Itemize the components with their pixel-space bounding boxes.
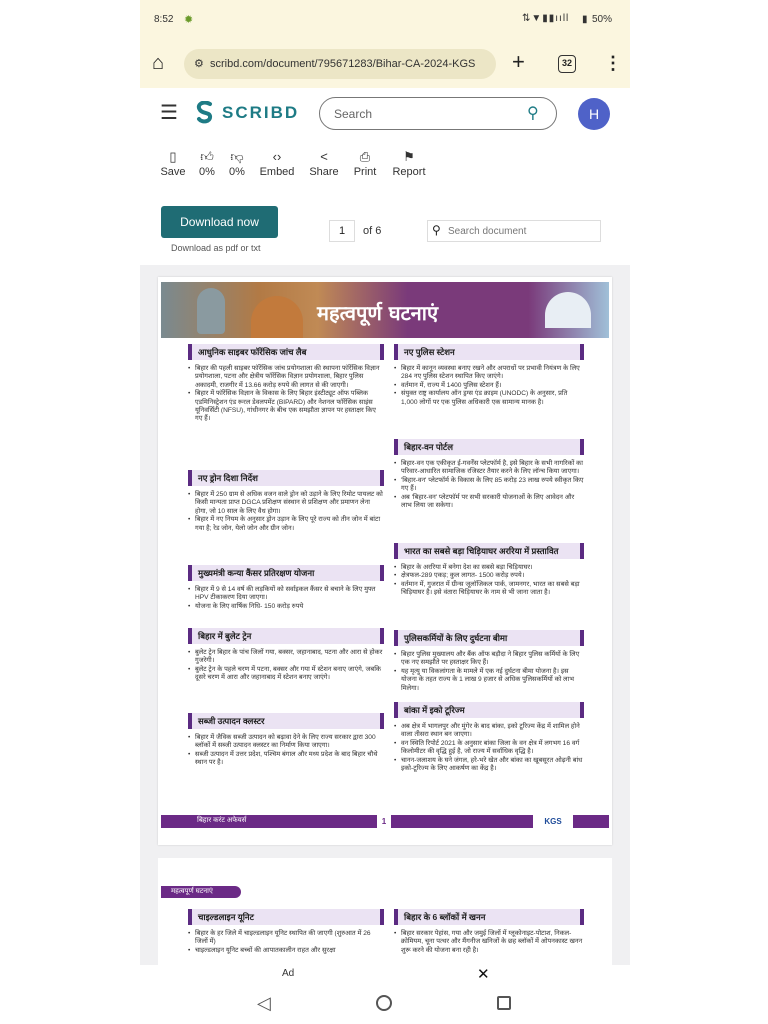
section-body: • बिहार के अररिया में बनेगा देश का सबसे बड़ा चिड़ियाघर। • क्षेत्रफल-289 एकड़; कुल लागत- 1500 करोड़ रुपये। • वर्तमान में, गुजरात में ग्रीन्स जूलॉजिकल पार्क, जामनगर, भारत का सबसे बड़ा चिड़ियाघर है। इसे वंतारा चिड़ियाघर के नाम से भी जाना जाता है।: [394, 564, 584, 598]
section-heading: बिहार-वन पोर्टल: [394, 439, 584, 455]
document-viewer[interactable]: [140, 265, 630, 985]
hamburger-menu-icon[interactable]: ☰: [160, 102, 178, 124]
ad-banner[interactable]: [140, 965, 630, 985]
section-body: • बिहार-वन एक एकीकृत ई-गवर्नेंस प्लेटफॉर्म है, इसे बिहार के सभी नागरिकों का परिवार-आधारित सामाजिक रजिस्टर तैयार करने के लिए लॉन्च किया जाएगा। • 'बिहार-वन' प्लेटफॉर्म के विकास के लिए 85 करोड़ 23 लाख रुपये स्वीकृत किए गए हैं। • अब 'बिहार-वन' प्लेटफॉर्म पर सभी सरकारी योजनाओं के लिए आवेदन और लाभ लिया जा सकेगा।: [394, 460, 584, 510]
page-banner: [161, 282, 609, 338]
peace-pagoda-image: [545, 292, 591, 328]
scribd-logo[interactable]: SCRIBD: [222, 103, 300, 122]
status-bar: [140, 0, 630, 40]
report-button[interactable]: ⚑ Report: [387, 148, 431, 178]
buddha-statue-image: [197, 288, 225, 334]
page-count: of 6: [363, 225, 382, 237]
document-actions: [140, 140, 630, 265]
recents-icon[interactable]: [497, 996, 511, 1010]
section-heading: नए पुलिस स्टेशन: [394, 344, 584, 360]
section-heading: पुलिसकर्मियों के लिए दुर्घटना बीमा: [394, 630, 584, 646]
url-text: scribd.com/document/795671283/Bihar-CA-2024-KGS: [210, 58, 476, 70]
print-icon: ⎙: [359, 149, 371, 164]
section-body: • बिहार में 250 ग्राम से अधिक वजन वाले ड्रोन को उड़ाने के लिए रिमोट पायलट को किसी मान्यता प्राप्त DGCA प्रशिक्षण संस्थान से प्रशिक्षण और प्रमाणन लेना होगा, जो 10 साल के लिए वैध होगा। • बिहार में नए नियम के अनुसार ड्रोन उड़ान के लिए पूरे राज्य को तीन जोन में बांटा गया है; रेड जोन, येलो जोन और ग्रीन जोन।: [188, 491, 384, 533]
code-icon: ‹›: [272, 149, 282, 164]
like-button[interactable]: 👍︎ 0%: [185, 148, 229, 178]
section-body: • बिहार सरकार पेहांस, गया और जमुई जिलों में ग्लूकोनाइट-पोटाश, निकल-क्रोमियम, चूना पत्थर और मैंगनीज खनिजों के छह ब्लॉकों में ओपनकास्ट खनन शुरू करने की योजना बना रही है।: [394, 930, 584, 955]
section-heading: भारत का सबसे बड़ा चिड़ियाघर अररिया में प्रस्तावित: [394, 543, 584, 559]
section-heading: बांका में इको टूरिज्म: [394, 702, 584, 718]
save-button[interactable]: ▯ Save: [151, 148, 195, 178]
status-time: 8:52: [154, 14, 174, 25]
dislike-button[interactable]: 👎︎ 0%: [215, 148, 259, 178]
user-avatar[interactable]: H: [578, 98, 610, 130]
footer-title: बिहार करंट अफेयर्स: [197, 817, 247, 824]
document-search-input[interactable]: Search document: [448, 226, 527, 237]
scribd-header: [140, 88, 630, 140]
more-menu-icon[interactable]: ⋮: [604, 53, 622, 73]
site-search-input[interactable]: Search: [334, 107, 373, 121]
embed-button[interactable]: ‹› Embed: [255, 148, 299, 178]
flag-icon: ⚑: [403, 149, 415, 164]
section-heading: सब्जी उत्पादन क्लस्टर: [188, 713, 384, 729]
ad-label: Ad: [282, 968, 295, 979]
section-heading: बिहार के 6 ब्लॉकों में खनन: [394, 909, 584, 925]
battery-icon: ▮: [582, 14, 588, 25]
page-number: 1: [377, 815, 391, 828]
share-icon: <: [320, 149, 328, 164]
section-body: • बिहार में जैविक सब्जी उत्पादन को बढ़ावा देने के लिए राज्य सरकार द्वारा 300 ब्लॉकों में सब्जी उत्पादन क्लस्टर का निर्माण किया जाएगा। • सब्जी उत्पादन में उत्तर प्रदेश, पश्चिम बंगाल और मध्य प्रदेश के बाद बिहार चौथे स्थान पर है।: [188, 734, 384, 768]
phone-screen: [140, 0, 630, 985]
search-icon: ⚲: [432, 223, 441, 237]
kgs-logo: KGS: [533, 815, 573, 828]
home-button-icon[interactable]: [376, 995, 392, 1011]
document-page-1: [158, 277, 612, 845]
section-body: • बुलेट ट्रेन बिहार के पांच जिलों गया, बक्सर, जहानाबाद, पटना और आरा से होकर गुजरेगी। • बुलेट ट्रेन के पहले चरण में पटना, बक्सर और गया में स्टेशन बनाए जाएंगे, जबकि दूसरे चरण में आरा और जहानाबाद में स्टेशन बनाए जाएंगे।: [188, 649, 384, 683]
system-nav-bar: [0, 985, 768, 1024]
close-icon[interactable]: ✕: [477, 966, 490, 983]
section-body: • बिहार की पहली साइबर फॉरेंसिक जांच प्रयोगशाला की स्थापना फॉरेंसिक विज्ञान प्रयोगशाला, पटना और क्षेत्रीय फॉरेंसिक विज्ञान प्रयोगशाला, बिहार पुलिस अकादमी, राजगीर में 13.66 करोड़ रुपये की लागत से की जाएगी। • बिहार में फॉरेंसिक विज्ञान के विकास के लिए बिहार इंस्टीट्यूट ऑफ पब्लिक एडमिनिस्ट्रेशन एंड रूरल डेवलपमेंट (BIPARD) और नेशनल फॉरेंसिक साइंस यूनिवर्सिटी (NFSU), गांधीनगर के बीच एक समझौता ज्ञापन पर हस्ताक्षर किए गए हैं।: [188, 365, 384, 424]
section-body: • बिहार पुलिस मुख्यालय और बैंक ऑफ बड़ौदा ने बिहार पुलिस कर्मियों के लिए एक नए समझौते पर हस्ताक्षर किए हैं। • यह मृत्यु या विकलांगता के मामले में एक नई दुर्घटना बीमा योजना है। इस योजना के तहत राज्य के 1 लाख 9 हजार से अधिक पुलिसकर्मियों को लाभ मिलेगा।: [394, 651, 584, 693]
browser-toolbar: [140, 40, 630, 88]
section-heading: नए ड्रोन दिशा निर्देश: [188, 470, 384, 486]
bookmark-icon: ▯: [169, 149, 177, 164]
address-bar[interactable]: [184, 49, 496, 79]
thumbs-down-icon: 👎︎: [230, 149, 244, 164]
section-heading: चाइल्डलाइन यूनिट: [188, 909, 384, 925]
notification-icon: ✹: [184, 14, 194, 26]
battery-level: 50%: [592, 14, 613, 25]
scribd-logo-icon: [194, 101, 216, 125]
section-body: • बिहार के हर जिले में चाइल्डलाइन यूनिट स्थापित की जाएगी (शुरुआत में 26 जिलों में) • चाइल्डलाइन यूनिट बच्चों की आपातकालीन राहत और सुरक्षा: [188, 930, 384, 955]
section-heading: आधुनिक साइबर फॉरेंसिक जांच लैब: [188, 344, 384, 360]
section-heading: बिहार में बुलेट ट्रेन: [188, 628, 384, 644]
back-icon[interactable]: ◁: [257, 993, 271, 1013]
download-subtitle: Download as pdf or txt: [171, 243, 261, 253]
tab-count-button[interactable]: 32: [558, 55, 576, 73]
download-button[interactable]: Download now: [161, 206, 278, 238]
page-footer: [161, 815, 609, 828]
print-button[interactable]: ⎙ Print: [343, 148, 387, 178]
stupa-image: [251, 296, 303, 338]
share-button[interactable]: < Share: [302, 148, 346, 178]
section-body: • बिहार में 9 से 14 वर्ष की लड़कियों को सर्वाइकल कैंसर से बचाने के लिए मुफ्त HPV टीकाकरण दिया जाएगा। • योजना के लिए वार्षिक निधि- 150 करोड़ रुपये: [188, 586, 384, 611]
signal-icon: ⇅▼▮▮ııll: [522, 13, 570, 24]
home-icon[interactable]: ⌂: [152, 52, 165, 74]
new-tab-icon[interactable]: +: [512, 49, 525, 74]
site-settings-icon[interactable]: ⚙: [194, 58, 204, 70]
page-tag: महत्वपूर्ण घटनाएं: [161, 886, 241, 898]
section-body: • बिहार में कानून व्यवस्था बनाए रखने और अपराधों पर प्रभावी नियंत्रण के लिए 284 नए पुलिस स्टेशन स्थापित किए जाएंगे। • वर्तमान में, राज्य में 1400 पुलिस स्टेशन हैं। • संयुक्त राष्ट्र कार्यालय ऑन ड्रग्स एंड क्राइम (UNODC) के अनुसार, प्रति 1,000 लोगों पर एक पुलिस अधिकारी एक सामान्य मानक है।: [394, 365, 584, 407]
site-search-box[interactable]: [319, 97, 557, 130]
page-number-input[interactable]: 1: [329, 220, 355, 242]
banner-title: महत्वपूर्ण घटनाएं: [317, 301, 439, 325]
section-body: • अब क्षेत्र में भागलपुर और मुंगेर के बाद बांका, इको टूरिज्म केंद्र में शामिल होने वाला तीसरा स्थान बन जाएगा। • वन स्थिति रिपोर्ट 2021 के अनुसार बांका जिला के वन क्षेत्र में लगभग 16 वर्ग किलोमीटर की वृद्धि हुई है, जो राज्य में सर्वाधिक वृद्धि है। • चानन-जलाशय के घने जंगल, हरे-भरे खेत और बांका का खूबसूरत ओढ़नी बांध इको-टूरिज्म के लिए आकर्षण का केंद्र है।: [394, 723, 584, 773]
document-search-box[interactable]: [427, 220, 601, 242]
thumbs-up-icon: 👍︎: [200, 149, 214, 164]
search-icon[interactable]: ⚲: [527, 105, 539, 122]
section-heading: मुख्यमंत्री कन्या कैंसर प्रतिरक्षण योजना: [188, 565, 384, 581]
